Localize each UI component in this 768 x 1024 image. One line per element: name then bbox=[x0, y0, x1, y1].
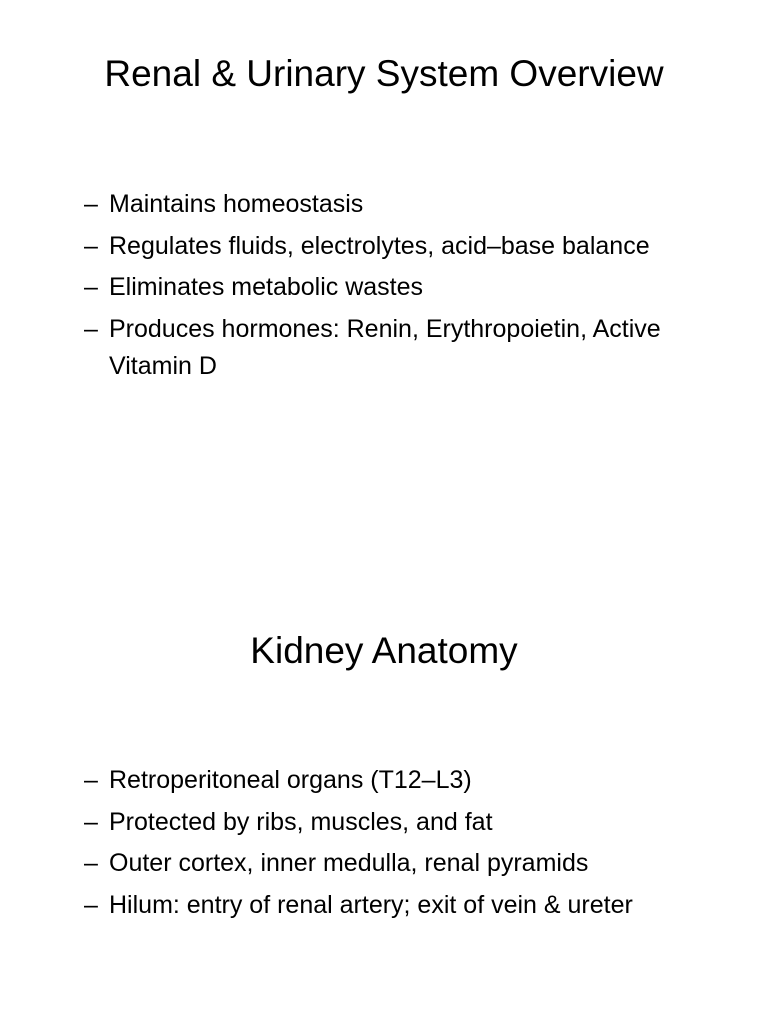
slide-title: Kidney Anatomy bbox=[250, 630, 518, 671]
bullet-item bbox=[84, 845, 724, 882]
bullet-dash: – bbox=[84, 314, 98, 343]
bullet-item bbox=[84, 804, 724, 841]
bullet-item bbox=[84, 228, 724, 265]
bullet-text: Produces hormones: Renin, Erythropoietin, Active Vitamin D bbox=[109, 314, 661, 380]
bullet-dash: – bbox=[84, 849, 98, 877]
bullet-text: Hilum: entry of renal artery; exit of vein & ureter bbox=[109, 890, 633, 919]
bullet-dash: – bbox=[84, 807, 98, 836]
bullet-list bbox=[84, 762, 724, 928]
bullet-item bbox=[84, 311, 724, 385]
bullet-dash: – bbox=[84, 890, 98, 919]
bullet-text: Maintains homeostasis bbox=[109, 190, 364, 218]
bullet-item bbox=[84, 186, 724, 223]
bullet-dash: – bbox=[84, 190, 98, 218]
bullet-text: Protected by ribs, muscles, and fat bbox=[109, 807, 493, 836]
bullet-item bbox=[84, 762, 724, 799]
bullet-dash: – bbox=[84, 273, 98, 301]
bullet-text: Retroperitoneal organs (T12–L3) bbox=[109, 766, 472, 794]
bullet-text: Eliminates metabolic wastes bbox=[109, 273, 424, 301]
bullet-item bbox=[84, 269, 724, 306]
bullet-dash: – bbox=[84, 766, 98, 794]
bullet-text: Regulates fluids, electrolytes, acid–base balance bbox=[109, 231, 650, 260]
bullet-dash: – bbox=[84, 231, 98, 260]
bullet-list bbox=[84, 186, 724, 389]
bullet-text: Outer cortex, inner medulla, renal pyramids bbox=[109, 849, 589, 877]
slide-kidney-anatomy bbox=[0, 512, 768, 1024]
slide-title: Renal & Urinary System Overview bbox=[104, 53, 664, 94]
bullet-item bbox=[84, 887, 724, 924]
